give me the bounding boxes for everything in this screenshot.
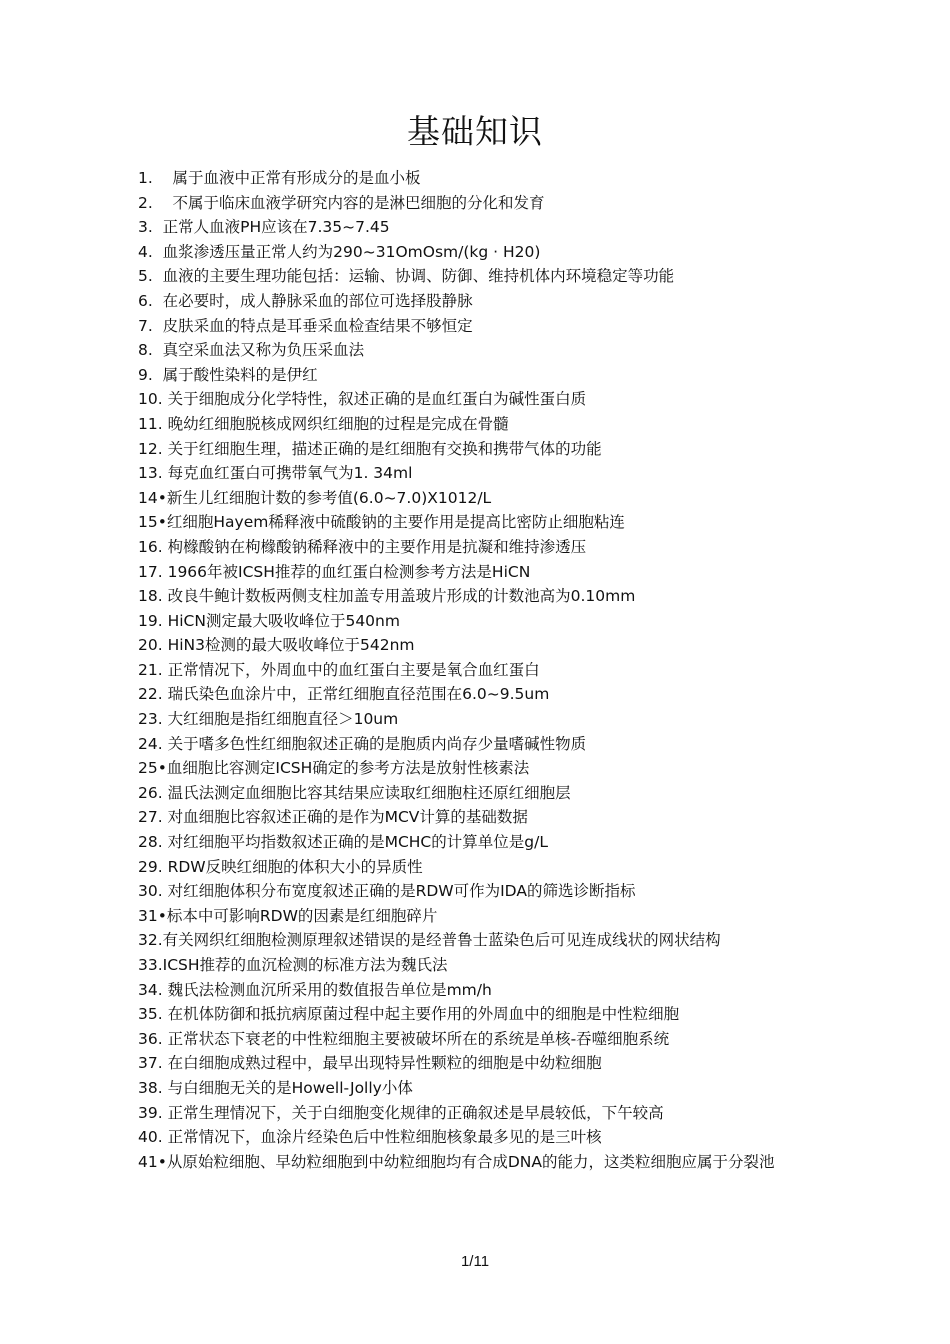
- list-item: 36. 正常状态下衰老的中性粒细胞主要被破坏所在的系统是单核-吞噬细胞系统: [138, 1029, 670, 1048]
- list-item: 33.ICSH推荐的血沉检测的标准方法为魏氏法: [138, 956, 448, 974]
- list-item: 14•新生儿红细胞计数的参考值(6.0~7.0)X1012/L: [138, 488, 492, 507]
- list-item: 22. 瑞氏染色血涂片中，正常红细胞直径范围在6.0~9.5um: [138, 685, 550, 704]
- list-item: 23. 大红细胞是指红细胞直径＞10um: [138, 710, 399, 729]
- list-item: 24. 关于嗜多色性红细胞叙述正确的是胞质内尚存少量嗜碱性物质: [138, 734, 587, 753]
- list-item: 1. 属于血液中正常有形成分的是血小板: [138, 169, 421, 187]
- list-item: 38. 与白细胞无关的是Howell-Jolly小体: [138, 1078, 413, 1097]
- list-item: 16. 枸橼酸钠在枸橼酸钠稀释液中的主要作用是抗凝和维持渗透压: [138, 537, 587, 556]
- list-item: 27. 对血细胞比容叙述正确的是作为MCV计算的基础数据: [138, 808, 528, 827]
- list-item: 11. 晚幼红细胞脱核成网织红细胞的过程是完成在骨髓: [138, 414, 509, 433]
- question-list: [138, 166, 818, 1174]
- list-item: 20. HiN3检测的最大吸收峰位于542nm: [138, 636, 415, 655]
- list-item: 17. 1966年被ICSH推荐的血红蛋白检测参考方法是HiCN: [138, 562, 531, 581]
- list-item: 34. 魏氏法检测血沉所采用的数值报告单位是mm/h: [138, 980, 492, 999]
- list-item: 2. 不属于临床血液学研究内容的是淋巴细胞的分化和发育: [138, 193, 545, 212]
- list-item: 10. 关于细胞成分化学特性，叙述正确的是血红蛋白为碱性蛋白质: [138, 390, 587, 409]
- list-item: 28. 对红细胞平均指数叙述正确的是MCHC的计算单位是g/L: [138, 833, 548, 852]
- list-item: 32.有关网织红细胞检测原理叙述错误的是经普鲁士蓝染色后可见连成线状的网状结构: [138, 931, 721, 950]
- list-item: 12. 关于红细胞生理，描述正确的是红细胞有交换和携带气体的功能: [138, 439, 602, 458]
- list-item: 31•标本中可影响RDW的因素是红细胞碎片: [138, 906, 438, 925]
- list-item: 30. 对红细胞体积分布宽度叙述正确的是RDW可作为IDA的筛选诊断指标: [138, 882, 636, 901]
- list-item: 40. 正常情况下，血涂片经染色后中性粒细胞核象最多见的是三叶核: [138, 1128, 602, 1147]
- list-item: 26. 温氏法测定血细胞比容其结果应读取红细胞柱还原红细胞层: [138, 783, 571, 802]
- list-item: 21. 正常情况下，外周血中的血红蛋白主要是氧合血红蛋白: [138, 660, 540, 679]
- list-item: 35. 在机体防御和抵抗病原菌过程中起主要作用的外周血中的细胞是中性粒细胞: [138, 1005, 680, 1024]
- list-item: 9. 属于酸性染料的是伊红: [138, 365, 318, 384]
- list-item: 6. 在必要时，成人静脉采血的部位可选择股静脉: [138, 291, 473, 310]
- list-item: 19. HiCN测定最大吸收峰位于540nm: [138, 611, 400, 630]
- list-item: 41•从原始粒细胞、早幼粒细胞到中幼粒细胞均有合成DNA的能力，这类粒细胞应属于分裂池: [138, 1152, 775, 1171]
- list-item: 39. 正常生理情况下，关于白细胞变化规律的正确叙述是早晨较低，下午较高: [138, 1103, 664, 1122]
- list-item: 4. 血浆渗透压量正常人约为290~31OmOsm/(kg · H20): [138, 242, 541, 261]
- list-item: 8. 真空采血法又称为负压采血法: [138, 341, 365, 360]
- list-item: 5. 血液的主要生理功能包括：运输、协调、防御、维持机体内环境稳定等功能: [138, 267, 675, 286]
- list-item: 37. 在白细胞成熟过程中，最早出现特异性颗粒的细胞是中幼粒细胞: [138, 1054, 602, 1073]
- list-item: 29. RDW反映红细胞的体积大小的异质性: [138, 857, 423, 876]
- list-item: 7. 皮肤采血的特点是耳垂采血检查结果不够恒定: [138, 316, 473, 335]
- list-item: 13. 每克血红蛋白可携带氧气为1. 34ml: [138, 464, 413, 483]
- page-number: 1/11: [460, 1253, 490, 1270]
- list-item: 18. 改良牛鲍计数板两侧支柱加盖专用盖玻片形成的计数池高为0.10mm: [138, 587, 636, 606]
- list-item: 25•血细胞比容测定ICSH确定的参考方法是放射性核素法: [138, 759, 530, 778]
- page-title: 基础知识: [407, 112, 543, 151]
- list-item: 3. 正常人血液PH应该在7.35~7.45: [138, 218, 390, 237]
- list-item: 15•红细胞Hayem稀释液中硫酸钠的主要作用是提高比密防止细胞粘连: [138, 513, 625, 532]
